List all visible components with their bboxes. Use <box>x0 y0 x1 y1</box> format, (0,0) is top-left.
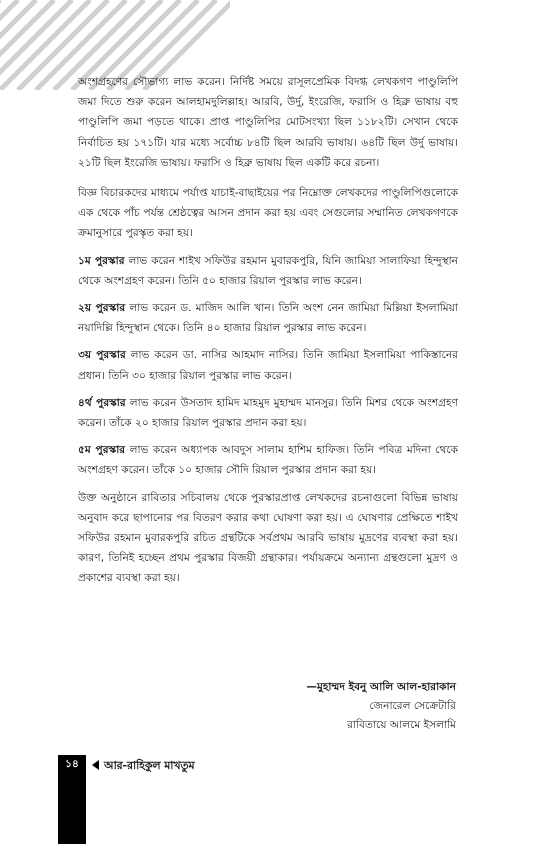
paragraph-prize-5 <box>78 440 458 480</box>
prize-4-label: ৪র্থ পুরস্কার <box>78 396 126 409</box>
signature-title: জেনারেল সেক্রেটারি <box>369 700 456 712</box>
prize-5-label: ৫ম পুরস্কার <box>78 444 126 457</box>
footer-book-title <box>92 757 195 776</box>
prize-1-text: লাভ করেন শাইখ সফিউর রহমান মুবারকপুরি, যিনি জামিয়া সালাফিয়া হিন্দুস্থান থেকে অংশগ্রহণ করেন। তিনি ৫০ হাজার রিয়াল পুরস্কার লাভ করেন। <box>78 254 459 287</box>
page-number: ১৪ <box>65 758 79 770</box>
prize-2-text: লাভ করেন ড. মাজিদ আলি খান। তিনি অংশ নেন জামিয়া মিল্লিয়া ইসলামিয়া নয়াদিল্লি হিন্দুস্থান থেকে। তিনি ৪০ হাজার রিয়াল পুরস্কার লাভ করেন। <box>78 302 458 335</box>
signature-name: —মুহাম্মদ ইবনু আলি আল-হারাকান <box>306 681 456 693</box>
prize-3-text: লাভ করেন ডা. নাসির আহমাদ নাসির। তিনি জামিয়া ইসলামিয়া পাকিস্তানের প্রধান। তিনি ৩০ হাজার রিয়াল পুরস্কার লাভ করেন। <box>78 349 458 382</box>
prize-1-label: ১ম পুরস্কার <box>78 254 125 267</box>
signature-org: রাবিতায়ে আলমে ইসলামি <box>347 719 456 731</box>
signature-block <box>306 678 456 735</box>
paragraph-prize-4 <box>78 393 458 433</box>
prize-3-label: ৩য় পুরস্কার <box>78 349 126 362</box>
main-text-block <box>78 72 458 596</box>
paragraph-publication: উক্ত অনুষ্ঠানে রাবিতার সচিবালয় থেকে পুরস্কারপ্রাপ্ত লেখকদের রচনাগুলো বিভিন্ন ভাষায় অনুবাদ করে ছাপানোর পর বিতরণ করার কথা ঘোষণা করা হয়। এ ঘোষণার প্রেক্ষিতে শাইখ সফিউর রহমান মুবারকপুরি রচিত গ্রন্থটিকে সর্বপ্রথম আরবি ভাষায় মুদ্রণের ব্যবস্থা করা হয়। কারণ, তিনিই হচ্ছেন প্রথম পুরস্কার বিজয়ী গ্রন্থাকার। পর্যায়ক্রমে অন্যান্য গ্রন্থগুলো মুদ্রণ ও প্রকাশের ব্যবস্থা করা হয়। <box>78 491 458 585</box>
paragraph-judging: বিজ্ঞ বিচারকদের মাধ্যমে পর্যাপ্ত যাচাই-বাছাইয়ের পর নিম্নোক্ত লেখকদের পাণ্ডুলিপিগুলোকে এক থেকে পাঁচ পর্যন্ত শ্রেষ্ঠত্বের আসন প্রদান করা হয় এবং সেগুলোর সম্মানিত লেখকগণকে ক্রমানুসারে পুরস্কৃত করা হয়। <box>78 187 458 240</box>
paragraph-submissions: অংশগ্রহণের সৌভাগ্য লাভ করেন। নির্দিষ্ট সময়ে রাসূলপ্রেমিক বিদগ্ধ লেখকগণ পাণ্ডুলিপি জমা দিতে শুরু করেন আলহামদুলিল্লাহ। আরবি, উর্দু, ইংরেজি, ফরাসি ও হিব্রু ভাষায় বহু পাণ্ডুলিপি জমা পড়তে থাকে। প্রাপ্ত পাণ্ডুলিপির মোটসংখ্যা ছিল ১১৮২টি। সেখান থেকে নির্বাচিত হয় ১৭১টি। যার মধ্যে সর্বোচ্চ ৮৪টি ছিল আরবি ভাষায়। ৬৪টি ছিল উর্দু ভাষায়। ২১টি ছিল ইংরেজি ভাষায়। ফরাসি ও হিব্রু ভাষায় ছিল একটি করে রচনা। <box>78 76 458 169</box>
book-title-text: আর-রাহিকুল মাখতুম <box>104 759 195 772</box>
triangle-left-icon <box>92 760 99 770</box>
paragraph-prize-2 <box>78 298 458 338</box>
paragraph-prize-1 <box>78 251 458 291</box>
prize-5-text: লাভ করেন অধ্যাপক আবদুস সালাম হাশিম হাফিজ। তিনি পবিত্র মদিনা থেকে অংশগ্রহণ করেন। তাঁকে ১০ হাজার সৌদি রিয়াল পুরস্কার প্রদান করা হয়। <box>78 444 459 477</box>
prize-4-text: লাভ করেন উসতাদ হামিদ মাহমুদ মুহাম্মদ মানসুর। তিনি মিশর থেকে অংশগ্রহণ করেন। তাঁকে ২০ হাজার রিয়াল পুরস্কার প্রদান করা হয়। <box>78 396 458 430</box>
prize-2-label: ২য় পুরস্কার <box>78 302 126 315</box>
paragraph-prize-3 <box>78 345 458 385</box>
